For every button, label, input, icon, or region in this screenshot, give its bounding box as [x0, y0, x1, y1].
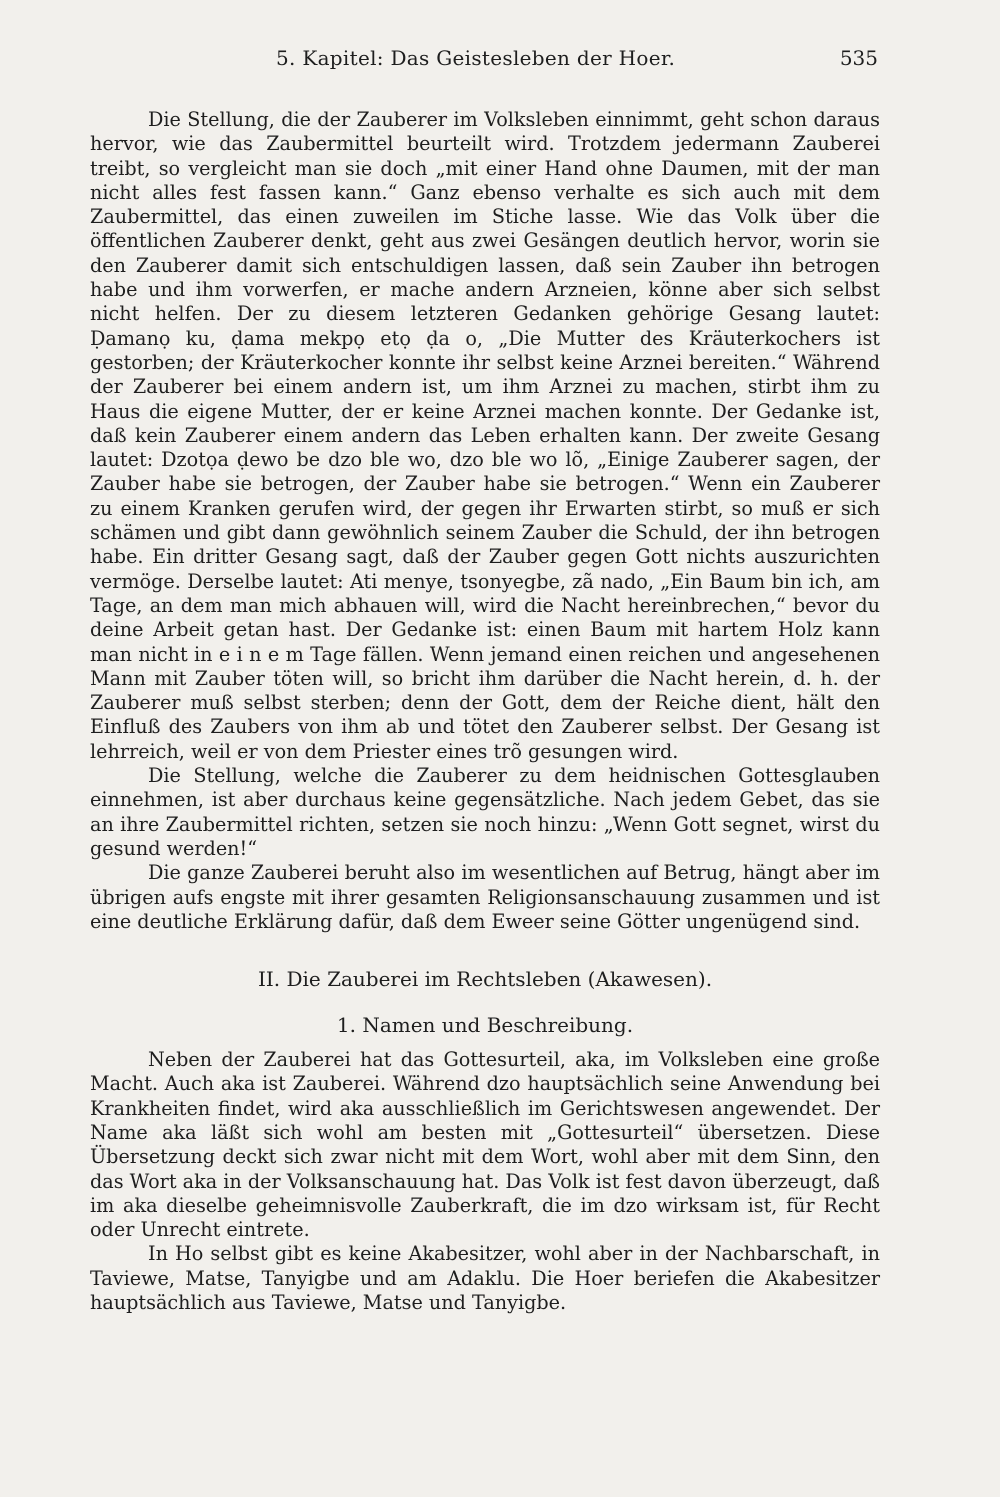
section-heading: II. Die Zauberei im Rechtsleben (Akawesen).: [257, 967, 713, 992]
paragraph: Neben der Zauberei hat das Gottesurteil, aka, im Volksleben eine große Macht. Auch aka ist Zauberei. Während dzo hauptsächlich seine Anwendung bei Krankheiten findet, wird aka ausschließlich im Gerichtswesen angewendet. Der Name aka läßt sich wohl am besten mit „Gottesurteil“ übersetzen. Diese Übersetzung deckt sich zwar nicht mit dem Wort, wohl aber mit dem Sinn, den das Wort aka in der Volksanschauung hat. Das Volk ist fest davon überzeugt, daß im aka dieselbe geheimnisvolle Zauberkraft, die im dzo wirksam ist, für Recht oder Unrecht eintrete.: [90, 1048, 880, 1242]
subsection-heading: 1. Namen und Beschreibung.: [336, 1013, 634, 1038]
paragraph: Die Stellung, die der Zauberer im Volksleben einnimmt, geht schon daraus hervor, wie das Zaubermittel beurteilt wird. Trotzdem jedermann Zauberei treibt, so vergleicht man sie doch „mit einer Hand ohne Daumen, mit der man nicht alles fest fassen kann.“ Ganz ebenso verhalte es sich auch mit dem Zaubermittel, das einen zuweilen im Stiche lasse. Wie das Volk über die öffentlichen Zauberer denkt, geht aus zwei Gesängen deutlich hervor, worin sie den Zauberer damit sich entschuldigen lassen, daß sein Zauber ihn betrogen habe und ihm vorwerfen, er mache andern Arzneien, könne aber sich selbst nicht helfen. Der zu diesem letzteren Gedanken gehörige Gesang lautet: Ḍamanọ ku, ḍama mekpọ etọ ḍa o, „Die Mutter des Kräuterkochers ist gestorben; der Kräuterkocher konnte ihr selbst keine Arznei bereiten.“ Während der Zauberer bei einem andern ist, um ihm Arznei zu machen, stirbt ihm zu Haus die eigene Mutter, der er keine Arznei machen konnte. Der Gedanke ist, daß kein Zauberer einem andern das Leben erhalten kann. Der zweite Gesang lautet: Dzotọa ḍewo be dzo ble wo, dzo ble wo lõ, „Einige Zauberer sagen, der Zauber habe sie betrogen, der Zauber habe sie betrogen.“ Wenn ein Zauberer zu einem Kranken gerufen wird, der gegen ihr Erwarten stirbt, so muß er sich schämen und gibt dann gewöhnlich seinem Zauber die Schuld, der ihn betrogen habe. Ein dritter Gesang sagt, daß der Zauber gegen Gott nichts auszurichten vermöge. Derselbe lautet: Ati menye, tsonyegbe, zã nado, „Ein Baum bin ich, am Tage, an dem man mich abhauen will, wird die Nacht hereinbrechen,“ bevor du deine Arbeit getan hast. Der Gedanke ist: einen Baum mit hartem Holz kann man nicht in e i n e m Tage fällen. Wenn jemand einen reichen und angesehenen Mann mit Zauber töten will, so bricht ihm darüber die Nacht herein, d. h. der Zauberer muß selbst sterben; denn der Gott, dem der Reiche dient, hält den Einfluß des Zaubers von ihm ab und tötet den Zauberer selbst. Der Gesang ist lehrreich, weil er von dem Priester eines trõ gesungen wird.: [90, 108, 880, 763]
page-number: 535: [839, 46, 878, 70]
paragraph: In Ho selbst gibt es keine Akabesitzer, wohl aber in der Nachbarschaft, in Taviewe, Matse, Tanyigbe und am Adaklu. Die Hoer beriefen die Akabesitzer hauptsächlich aus Taviewe, Matse und Tanyigbe.: [90, 1242, 880, 1315]
running-title: 5. Kapitel: Das Geistesleben der Hoer.: [276, 46, 676, 70]
paragraph: Die Stellung, welche die Zauberer zu dem heidnischen Gottesglauben einnehmen, ist aber durchaus keine gegensätzliche. Nach jedem Gebet, das sie an ihre Zaubermittel richten, setzen sie noch hinzu: „Wenn Gott segnet, wirst du gesund werden!“: [90, 764, 880, 860]
paragraph: Die ganze Zauberei beruht also im wesentlichen auf Betrug, hängt aber im übrigen aufs engste mit ihrer gesamten Religionsanschauung zusammen und ist eine deutliche Erklärung dafür, daß dem Eweer seine Götter ungenügend sind.: [90, 861, 880, 933]
page-body: [90, 108, 880, 1315]
running-head: [90, 46, 878, 76]
